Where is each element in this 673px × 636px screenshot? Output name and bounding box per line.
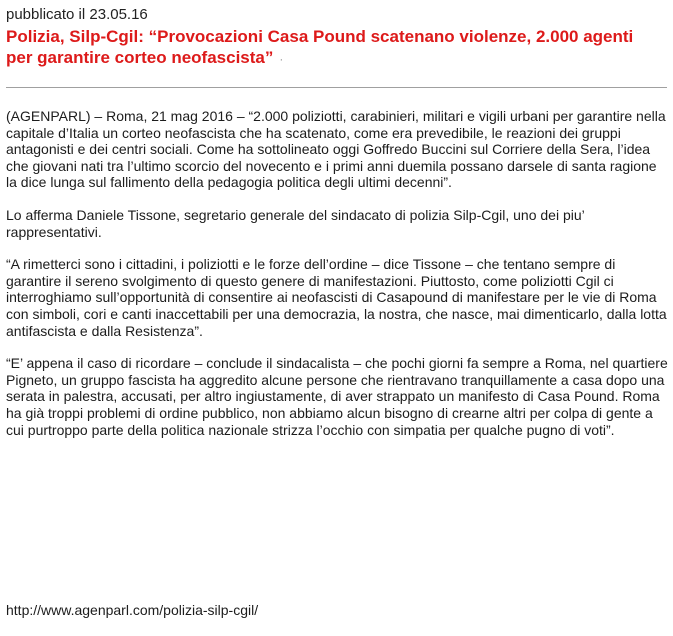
- headline-text: Polizia, Silp-Cgil: “Provocazioni Casa Pound scatenano violenze, 2.000 agenti per garantire corteo neofascista”: [6, 27, 634, 67]
- paragraph-2: Lo afferma Daniele Tissone, segretario generale del sindacato di polizia Silp-Cgil, uno dei piu’ rappresentativi.: [6, 206, 585, 240]
- divider-line: [6, 87, 667, 88]
- paragraph-4: “E’ appena il caso di ricordare – conclude il sindacalista – che pochi giorni fa sempre a Roma, nel quartiere Pigneto, un gruppo fascista ha aggredito alcune persone che rientravano tranquillamente a casa dopo una serata in palestra, accusati, per altro ingiustamente, di aver strappato un manifesto di Casa Pound. Roma ha già troppi problemi di ordine pubblico, non abbiamo alcun bisogno di crearne altri per colpa di gente a cui purtroppo parte della politica nazionale strizza l’occhio con simpatia per qualche pugno di voti”.: [6, 355, 668, 438]
- publication-date: pubblicato il 23.05.16: [6, 6, 148, 23]
- source-link[interactable]: http://www.agenparl.com/polizia-silp-cgil/: [6, 602, 259, 618]
- headline-marker: ·: [279, 52, 284, 66]
- paragraph-1: (AGENPARL) – Roma, 21 mag 2016 – “2.000 poliziotti, carabinieri, militari e vigili urbani per garantire nella capitale d’Italia un corteo neofascista che ha scatenato, come era prevedibile, le reazioni dei gruppi antagonisti e dei centri sociali. Come ha sottolineato oggi Goffredo Buccini sul Corriere della Sera, l’idea che giovani nati tra l’ultimo scorcio del novecento e i primi anni duemila possano darsele di santa ragione la dice lunga sul fallimento della pedagogia politica degli ultimi decenni”.: [6, 108, 666, 191]
- article-body: [6, 108, 670, 438]
- paragraph-3: “A rimetterci sono i cittadini, i poliziotti e le forze dell’ordine – dice Tissone – che tentano sempre di garantire il sereno svolgimento di questo genere di manifestazioni. Piuttosto, come poliziotti Cgil ci interroghiamo sull’opportunità di consentire ai neofascisti di Casapound di manifestare per le vie di Roma con simboli, cori e canti inaccettabili per una democrazia, la nostra, che nasce, mai dimenticarlo, dalla lotta antifascista e dalla Resistenza”.: [6, 256, 667, 339]
- article-headline: [6, 26, 661, 70]
